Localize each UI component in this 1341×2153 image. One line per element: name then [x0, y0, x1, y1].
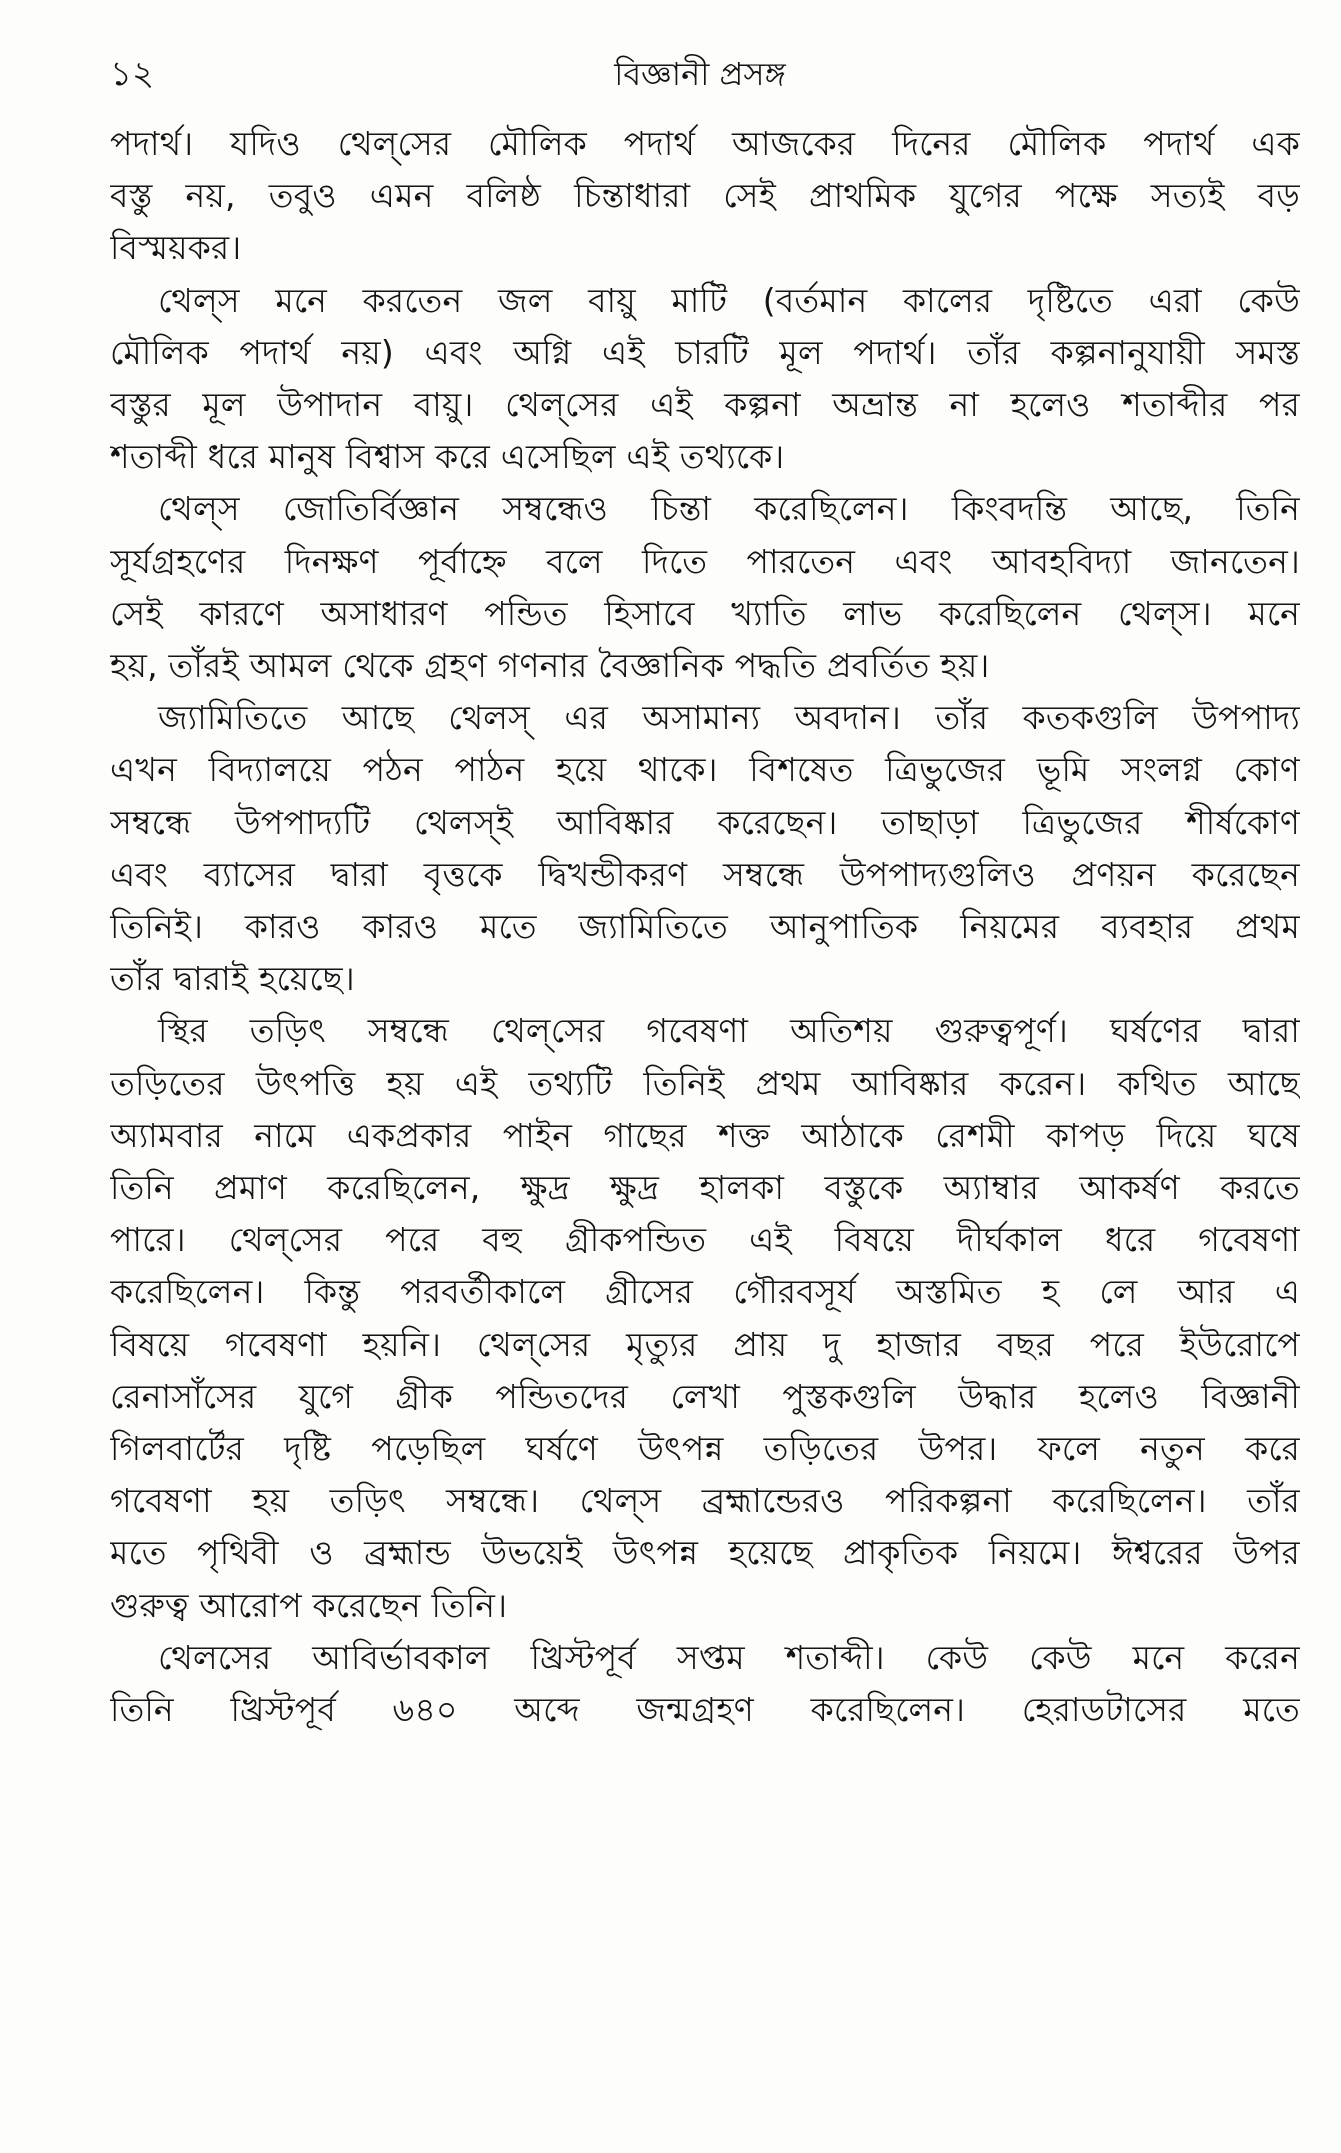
- text-line: থেলসের আবির্ভাবকাল খ্রিস্টপূর্ব সপ্তম শতাব্দী। কেউ কেউ মনে করেন: [158, 1637, 1300, 1677]
- text-line: তড়িতের উৎপত্তি হয় এই তথ্যটি তিনিই প্রথম আবিষ্কার করেন। কথিত আছে: [110, 1063, 1300, 1103]
- paragraph-geometry: [110, 692, 1300, 1005]
- paragraph-birth: [110, 1632, 1300, 1736]
- text-line: বিস্ময়কর।: [110, 228, 242, 268]
- text-line: এবং ব্যাসের দ্বারা বৃত্তকে দ্বিখন্ডীকরণ সম্বন্ধে উপপাদ্যগুলিও প্রণয়ন করেছেন: [110, 854, 1300, 894]
- text-line: তিনি প্রমাণ করেছিলেন, ক্ষুদ্র ক্ষুদ্র হালকা বস্তুকে অ্যাম্বার আকর্ষণ করতে: [110, 1168, 1300, 1208]
- body-text: [110, 118, 1300, 1736]
- text-line: তাঁর দ্বারাই হয়েছে।: [110, 959, 355, 999]
- text-line: সম্বন্ধে উপপাদ্যটি থেলস্‌ই আবিষ্কার করেছেন। তাছাড়া ত্রিভুজের শীর্ষকোণ: [110, 802, 1300, 842]
- text-line: সেই কারণে অসাধারণ পন্ডিত হিসাবে খ্যাতি লাভ করেছিলেন থেল্‌স। মনে: [110, 593, 1300, 633]
- text-line: গবেষণা হয় তড়িৎ সম্বন্ধে। থেল্‌স ব্রহ্মান্ডেরও পরিকল্পনা করেছিলেন। তাঁর: [110, 1481, 1300, 1521]
- text-line: থেল্‌স মনে করতেন জল বায়ু মাটি (বর্তমান কালের দৃষ্টিতে এরা কেউ: [158, 280, 1300, 320]
- text-line: থেল্‌স জোতির্বিজ্ঞান সম্বন্ধেও চিন্তা করেছিলেন। কিংবদন্তি আছে, তিনি: [158, 489, 1300, 529]
- text-line: শতাব্দী ধরে মানুষ বিশ্বাস করে এসেছিল এই তথ্যকে।: [110, 437, 785, 477]
- paragraph-continuation: [110, 118, 1300, 275]
- text-line: সূর্যগ্রহণের দিনক্ষণ পূর্বাহ্নে বলে দিতে পারতেন এবং আবহবিদ্যা জানতেন।: [110, 541, 1300, 581]
- text-line: গিলবার্টের দৃষ্টি পড়েছিল ঘর্ষণে উৎপন্ন তড়িতের উপর। ফলে নতুন করে: [110, 1429, 1300, 1469]
- paragraph-elements: [110, 275, 1300, 484]
- text-line: তিনি খ্রিস্টপূর্ব ৬৪০ অব্দে জন্মগ্রহণ করেছিলেন। হেরাডটাসের মতে: [110, 1690, 1300, 1730]
- text-line: গুরুত্ব আরোপ করেছেন তিনি।: [110, 1585, 508, 1625]
- text-line: বস্তুর মূল উপাদান বায়ু। থেল্‌সের এই কল্পনা অভ্রান্ত না হলেও শতাব্দীর পর: [110, 385, 1300, 425]
- text-line: হয়, তাঁরই আমল থেকে গ্রহণ গণনার বৈজ্ঞানিক পদ্ধতি প্রবর্তিত হয়।: [110, 646, 990, 686]
- text-line: বিষয়ে গবেষণা হয়নি। থেল্‌সের মৃত্যুর প্রায় দু হাজার বছর পরে ইউরোপে: [110, 1324, 1300, 1364]
- text-line: এখন বিদ্যালয়ে পঠন পাঠন হয়ে থাকে। বিশষেত ত্রিভুজের ভূমি সংলগ্ন কোণ: [110, 750, 1300, 790]
- text-line: স্থির তড়িৎ সম্বন্ধে থেল্‌সের গবেষণা অতিশয় গুরুত্বপূর্ণ। ঘর্ষণের দ্বারা: [158, 1011, 1300, 1051]
- running-title: বিজ্ঞানী প্রসঙ্গ: [614, 55, 786, 93]
- text-line: পারে। থেল্‌সের পরে বহু গ্রীকপন্ডিত এই বিষয়ে দীর্ঘকাল ধরে গবেষণা: [110, 1220, 1300, 1260]
- text-line: মতে পৃথিবী ও ব্রহ্মান্ড উভয়েই উৎপন্ন হয়েছে প্রাকৃতিক নিয়মে। ঈশ্বরের উপর: [110, 1533, 1300, 1573]
- text-line: জ্যামিতিতে আছে থেলস্ এর অসামান্য অবদান। তাঁর কতকগুলি উপপাদ্য: [158, 698, 1300, 738]
- text-line: মৌলিক পদার্থ নয়) এবং অগ্নি এই চারটি মূল পদার্থ। তাঁর কল্পনানুযায়ী সমস্ত: [110, 332, 1300, 372]
- paragraph-electricity: [110, 1005, 1300, 1631]
- text-line: তিনিই। কারও কারও মতে জ্যামিতিতে আনুপাতিক নিয়মের ব্যবহার প্রথম: [110, 907, 1300, 947]
- text-line: করেছিলেন। কিন্তু পরবর্তীকালে গ্রীসের গৌরবসূর্য অস্তমিত হ লে আর এ: [110, 1272, 1300, 1312]
- page-number: ১২: [110, 54, 155, 94]
- text-line: অ্যামবার নামে একপ্রকার পাইন গাছের শক্ত আঠাকে রেশমী কাপড় দিয়ে ঘষে: [110, 1115, 1300, 1155]
- page-header: [110, 48, 1290, 108]
- text-line: বস্তু নয়, তবুও এমন বলিষ্ঠ চিন্তাধারা সেই প্রাথমিক যুগের পক্ষে সত্যই বড়: [110, 176, 1300, 216]
- text-line: পদার্থ। যদিও থেল্‌সের মৌলিক পদার্থ আজকের দিনের মৌলিক পদার্থ এক: [110, 124, 1300, 163]
- text-line: রেনাসাঁসের যুগে গ্রীক পন্ডিতদের লেখা পুস্তকগুলি উদ্ধার হলেও বিজ্ঞানী: [110, 1376, 1300, 1416]
- paragraph-astronomy: [110, 483, 1300, 692]
